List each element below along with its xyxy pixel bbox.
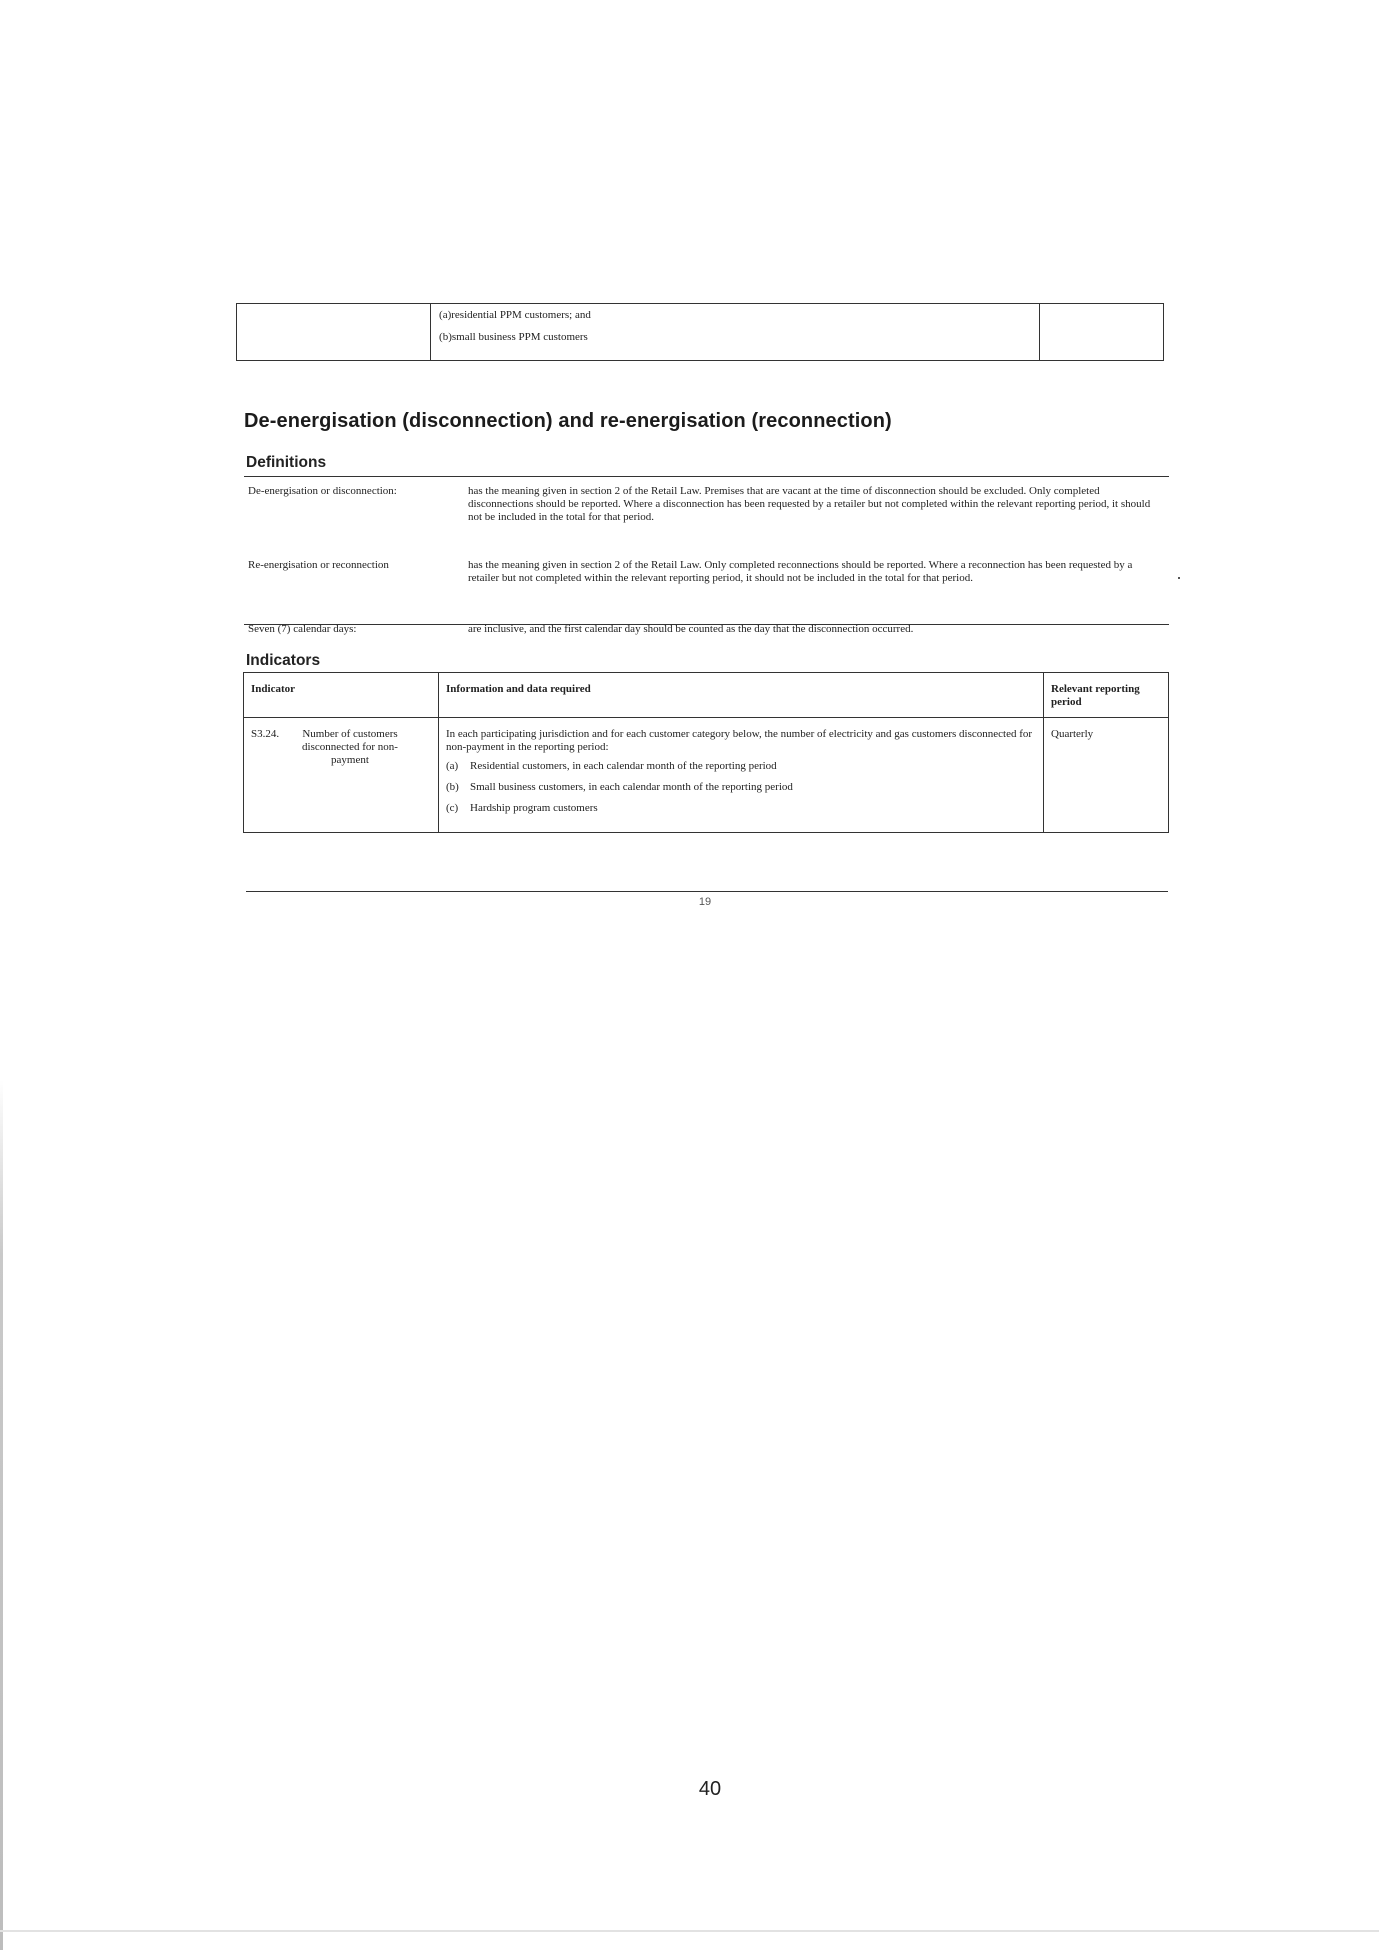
definitions-list bbox=[246, 485, 1166, 636]
definition-description: are inclusive, and the first calendar day should be counted as the day that the disconnection occurred. bbox=[468, 623, 914, 635]
table-header-row bbox=[244, 673, 1169, 718]
list-item bbox=[446, 760, 1036, 773]
page-number: 40 bbox=[698, 1778, 722, 1800]
list-item bbox=[446, 802, 1036, 815]
continued-table-empty-cell bbox=[1040, 304, 1164, 361]
information-cell bbox=[439, 718, 1044, 833]
list-item-label: (b) bbox=[446, 781, 459, 793]
scan-bottom-edge bbox=[0, 1930, 1379, 1932]
list-item-text: Small business customers, in each calendar month of the reporting period bbox=[470, 781, 793, 793]
table-row bbox=[244, 718, 1169, 833]
definition-description: has the meaning given in section 2 of the Retail Law. Premises that are vacant at the time of disconnection should be excluded. Only completed disconnections should be reported. Where a disconnection has been requested by a retailer but not completed within the relevant reporting period, it should not be included in the total for that period. bbox=[468, 485, 1151, 523]
continued-table bbox=[236, 303, 1164, 361]
definitions-bottom-rule bbox=[244, 624, 1169, 625]
definition-row bbox=[246, 485, 1166, 551]
footer-rule bbox=[246, 891, 1168, 892]
continued-item-label: (a) bbox=[439, 309, 452, 321]
column-header-period: Relevant reporting period bbox=[1044, 673, 1169, 718]
scan-speck bbox=[1178, 577, 1180, 579]
indicator-name: Number of customers disconnected for non-payment bbox=[302, 728, 398, 766]
column-header-indicator: Indicator bbox=[244, 673, 439, 718]
list-item-label: (c) bbox=[446, 802, 459, 814]
inner-page-number: 19 bbox=[698, 896, 712, 908]
continued-table-empty-cell bbox=[237, 304, 431, 361]
definition-term: Seven (7) calendar days: bbox=[248, 623, 357, 635]
information-intro: In each participating jurisdiction and for each customer category below, the number of electricity and gas customers disconnected for non-payment in the reporting period: bbox=[446, 728, 1033, 753]
continued-item bbox=[431, 325, 1039, 347]
continued-table-text-cell bbox=[431, 304, 1040, 361]
indicator-cell bbox=[244, 718, 439, 833]
list-item bbox=[446, 781, 1036, 794]
list-item-text: Hardship program customers bbox=[470, 802, 598, 814]
indicators-table bbox=[243, 672, 1169, 833]
definitions-heading: Definitions bbox=[246, 454, 327, 471]
definitions-top-rule bbox=[244, 476, 1169, 477]
definition-row bbox=[246, 617, 1166, 636]
definition-row bbox=[246, 551, 1166, 617]
continued-item-text: small business PPM customers bbox=[451, 331, 588, 343]
column-header-information: Information and data required bbox=[439, 673, 1044, 718]
indicators-heading: Indicators bbox=[246, 652, 321, 669]
indicator-id: S3.24. bbox=[251, 728, 280, 740]
section-title: De-energisation (disconnection) and re-energisation (reconnection) bbox=[244, 410, 892, 432]
definition-term: Re-energisation or reconnection bbox=[248, 559, 389, 571]
continued-item-label: (b) bbox=[439, 331, 452, 343]
list-item-text: Residential customers, in each calendar month of the reporting period bbox=[470, 760, 777, 772]
definition-term: De-energisation or disconnection: bbox=[248, 485, 397, 497]
list-item-label: (a) bbox=[446, 760, 459, 772]
table-row bbox=[237, 304, 1164, 361]
definition-description: has the meaning given in section 2 of the Retail Law. Only completed reconnections should be reported. Where a reconnection has been requested by a retailer but not completed within the relevant reporting period, it should not be included in the total for that period. bbox=[468, 559, 1133, 584]
continued-item bbox=[431, 304, 1039, 325]
period-cell: Quarterly bbox=[1044, 718, 1169, 833]
scan-edge-shadow bbox=[0, 1080, 3, 1950]
customer-category-list bbox=[446, 760, 1036, 815]
continued-item-text: residential PPM customers; and bbox=[451, 309, 591, 321]
